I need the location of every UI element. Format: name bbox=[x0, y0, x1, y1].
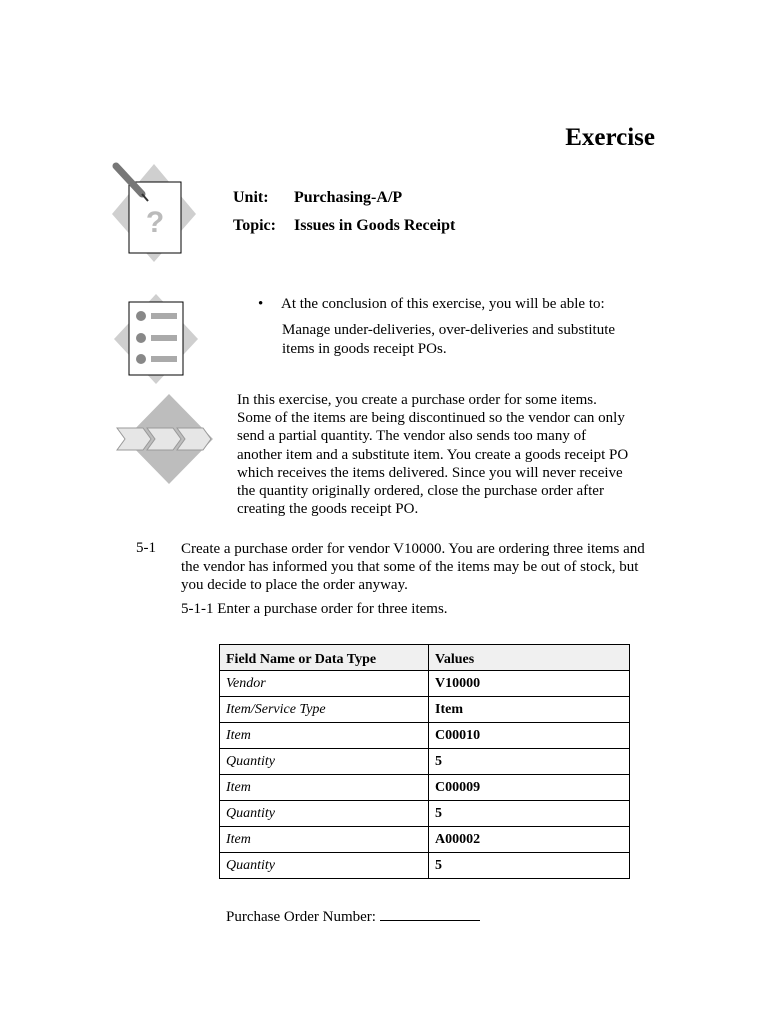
field-values-table bbox=[219, 644, 630, 879]
value-cell: Item bbox=[429, 697, 630, 723]
table-row bbox=[220, 749, 630, 775]
objectives-lead: At the conclusion of this exercise, you will be able to: bbox=[281, 296, 605, 312]
scenario-line: which receives the items delivered. Since you will never receive bbox=[237, 464, 623, 481]
table-row bbox=[220, 697, 630, 723]
step-number: 5-1 bbox=[136, 540, 156, 556]
objectives-line: items in goods receipt POs. bbox=[282, 341, 447, 357]
table-row bbox=[220, 775, 630, 801]
field-name-cell: Quantity bbox=[220, 801, 429, 827]
table-row bbox=[220, 671, 630, 697]
scenario-arrows-icon bbox=[113, 392, 221, 486]
value-cell: 5 bbox=[429, 801, 630, 827]
scenario-line: creating the goods receipt PO. bbox=[237, 501, 419, 518]
table-row bbox=[220, 827, 630, 853]
objectives-text bbox=[282, 321, 642, 359]
field-name-cell: Vendor bbox=[220, 671, 429, 697]
po-number-line bbox=[226, 906, 480, 926]
scenario-line: send a partial quantity. The vendor also sends too many of bbox=[237, 428, 587, 445]
step-line: the vendor has informed you that some of the items may be out of stock, but bbox=[181, 559, 639, 576]
topic-line bbox=[233, 217, 455, 235]
objectives-list-icon bbox=[110, 292, 202, 386]
page-title: Exercise bbox=[565, 124, 655, 151]
column-header: Field Name or Data Type bbox=[220, 645, 429, 671]
objectives-line: Manage under-deliveries, over-deliveries and substitute bbox=[282, 322, 616, 338]
column-header: Values bbox=[429, 645, 630, 671]
step-line: Create a purchase order for vendor V10000. You are ordering three items and bbox=[181, 541, 645, 557]
step-text bbox=[181, 540, 661, 595]
value-cell: V10000 bbox=[429, 671, 630, 697]
value-cell: 5 bbox=[429, 853, 630, 879]
exercise-question-icon bbox=[108, 162, 200, 264]
unit-label: Unit: bbox=[233, 189, 269, 206]
po-number-blank[interactable] bbox=[380, 906, 480, 921]
table-row bbox=[220, 853, 630, 879]
value-cell: C00010 bbox=[429, 723, 630, 749]
field-name-cell: Item bbox=[220, 775, 429, 801]
value-cell: 5 bbox=[429, 749, 630, 775]
scenario-line: In this exercise, you create a purchase order for some items. bbox=[237, 392, 597, 408]
topic-value: Issues in Goods Receipt bbox=[294, 217, 456, 234]
svg-text:?: ? bbox=[145, 206, 165, 239]
topic-label: Topic: bbox=[233, 217, 276, 234]
scenario-line: another item and a substitute item. You create a goods receipt PO bbox=[237, 446, 629, 463]
value-cell: C00009 bbox=[429, 775, 630, 801]
field-name-cell: Item bbox=[220, 723, 429, 749]
step-line: you decide to place the order anyway. bbox=[181, 577, 408, 594]
bullet-icon: • bbox=[258, 296, 264, 312]
unit-value: Purchasing-A/P bbox=[294, 189, 403, 206]
scenario-line: Some of the items are being discontinued so the vendor can only bbox=[237, 410, 625, 427]
field-name-cell: Item bbox=[220, 827, 429, 853]
table-row bbox=[220, 801, 630, 827]
scenario-text bbox=[237, 391, 647, 518]
substep-text: 5-1-1 Enter a purchase order for three items. bbox=[181, 601, 448, 617]
unit-line bbox=[233, 189, 402, 207]
field-name-cell: Quantity bbox=[220, 749, 429, 775]
table-row bbox=[220, 723, 630, 749]
scenario-line: the quantity originally ordered, close the purchase order after bbox=[237, 483, 604, 500]
field-name-cell: Quantity bbox=[220, 853, 429, 879]
value-cell: A00002 bbox=[429, 827, 630, 853]
field-name-cell: Item/Service Type bbox=[220, 697, 429, 723]
table-header-row bbox=[220, 645, 630, 671]
po-number-label: Purchase Order Number: bbox=[226, 909, 376, 925]
